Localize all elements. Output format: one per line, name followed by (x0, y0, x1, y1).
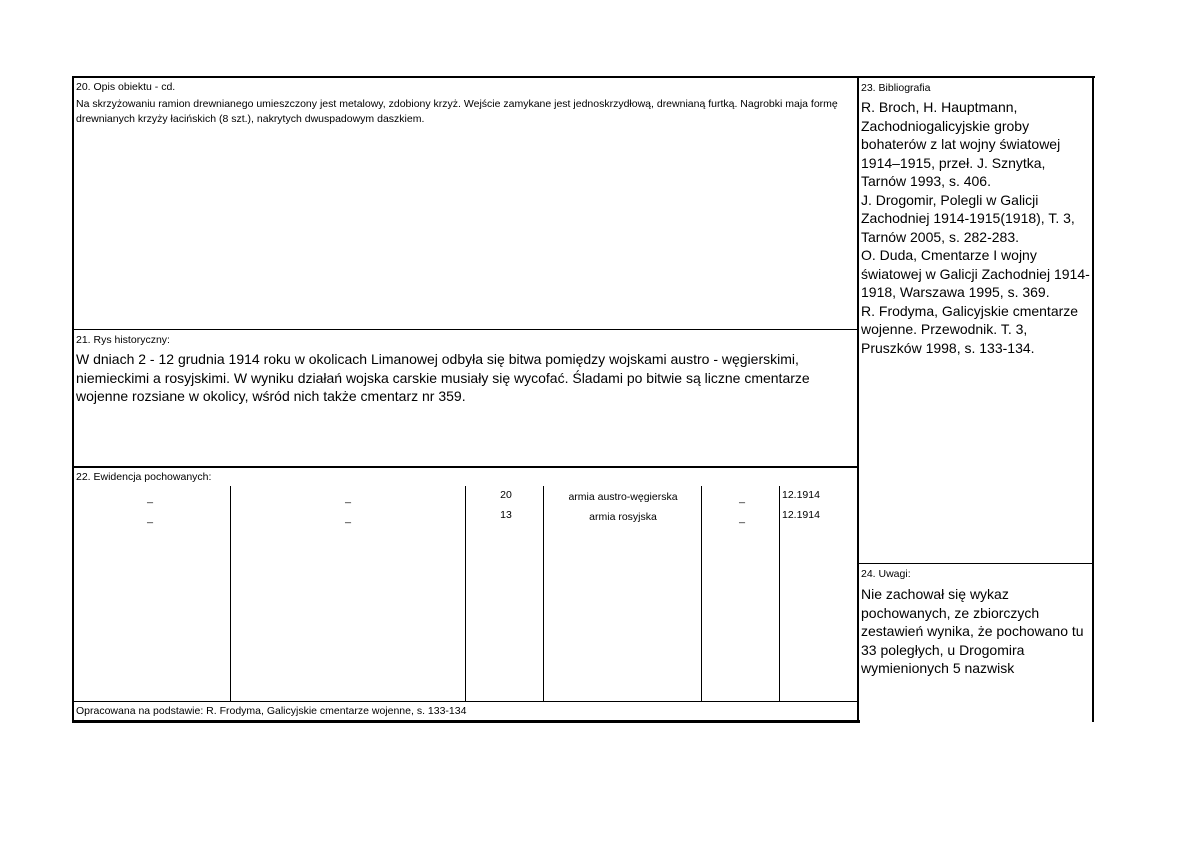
table-col-divider-3 (543, 486, 544, 701)
bibliography-line: 1914–1915, przeł. J. Sznytka, (861, 154, 1046, 171)
table-row-1-date: 12.1914 (782, 489, 820, 501)
table-row-2-count: 13 (500, 509, 512, 521)
table-row-1-col-1: _ (147, 492, 153, 504)
table-col-divider-4 (701, 486, 702, 701)
section-20-label: 20. Opis obiektu - cd. (76, 81, 176, 93)
divider-table-footer (72, 701, 859, 702)
bibliography-line: Zachodniej 1914-1915(1918), T. 3, (861, 210, 1075, 226)
frame-bottom-line (72, 720, 860, 723)
bibliography-line: Tarnów 1993, s. 406. (861, 173, 991, 189)
bibliography-line: wojenne. Przewodnik. T. 3, (861, 321, 1028, 337)
section-21-text: W dniach 2 - 12 grudnia 1914 roku w okolicach Limanowej odbyła się bitwa pomiędzy wojskami austro - węgierskimi, niemieckimi a rosyjskimi. W wyniku działań wojska carskie musiały się wycofać. Śladami po bitwie są liczne cmentarze wojenne rozsiane w okolicy, wśród nich także cmentarz nr 359. (76, 351, 810, 404)
frame-left-line (72, 76, 74, 722)
frame-top-line (72, 76, 1095, 78)
table-col-divider-5 (779, 486, 780, 701)
source-footnote: Opracowana na podstawie: R. Frodyma, Galicyjskie cmentarze wojenne, s. 133-134 (76, 705, 467, 717)
section-21-label: 21. Rys historyczny: (76, 334, 170, 346)
bibliography-line: O. Duda, Cmentarze I wojny (861, 247, 1037, 263)
remarks-line: 33 poległych, u Drogomira (861, 641, 1025, 658)
bibliography-line: Tarnów 2005, s. 282-283. (861, 228, 1019, 245)
bibliography-line: 1918, Warszawa 1995, s. 369. (861, 284, 1050, 300)
table-row-2-col-2: _ (345, 512, 351, 524)
remarks-line: Nie zachował się wykaz (861, 586, 1009, 602)
section-20-text: Na skrzyżowaniu ramion drewnianego umieszczony jest metalowy, zdobiony krzyż. Wejście zamykane jest jednoskrzydłową, drewnianą furtką. Nagrobki maja formę drewnianych krzyży łacińskich (8 szt.), nakrytych dwuspadowym daszkiem. (76, 98, 838, 125)
table-row-2-col-1: _ (147, 512, 153, 524)
divider-20-21 (72, 329, 859, 330)
divider-main-right (857, 76, 859, 722)
bibliography-line: Pruszków 1998, s. 133-134. (861, 339, 1035, 356)
table-row-2-date: 12.1914 (782, 509, 820, 521)
bibliography-line: światowej w Galicji Zachodniej 1914- (861, 265, 1090, 282)
section-23-label: 23. Bibliografia (861, 82, 931, 94)
bibliography-line: J. Drogomir, Polegli w Galicji (861, 191, 1039, 208)
bibliography-line: bohaterów z lat wojny światowej (861, 136, 1061, 152)
remarks-line: zestawień wynika, że pochowano tu (861, 623, 1084, 639)
divider-21-22 (72, 466, 859, 468)
remarks-line: wymienionych 5 nazwisk (861, 660, 1015, 676)
section-24-label: 24. Uwagi: (861, 568, 911, 580)
bibliography-line: R. Broch, H. Hauptmann, (861, 99, 1018, 115)
table-row-2-army: armia rosyjska (589, 511, 657, 523)
remarks-line: pochowanych, ze zbiorczych (861, 604, 1040, 621)
table-row-1-army: armia austro-węgierska (568, 491, 678, 503)
section-22-label: 22. Ewidencja pochowanych: (76, 471, 212, 483)
table-row-1-col-2: _ (345, 492, 351, 504)
bibliography-line: R. Frodyma, Galicyjskie cmentarze (861, 302, 1079, 319)
bibliography-list (861, 98, 1096, 357)
divider-23-24 (857, 563, 1094, 564)
table-col-divider-1 (230, 486, 231, 701)
table-col-divider-2 (465, 486, 466, 701)
table-row-1-count: 20 (500, 489, 512, 501)
remarks-text (861, 585, 1093, 678)
table-row-1-col-5: _ (739, 492, 745, 504)
bibliography-line: Zachodniogalicyjskie groby (861, 117, 1030, 134)
table-row-2-col-5: _ (739, 512, 745, 524)
